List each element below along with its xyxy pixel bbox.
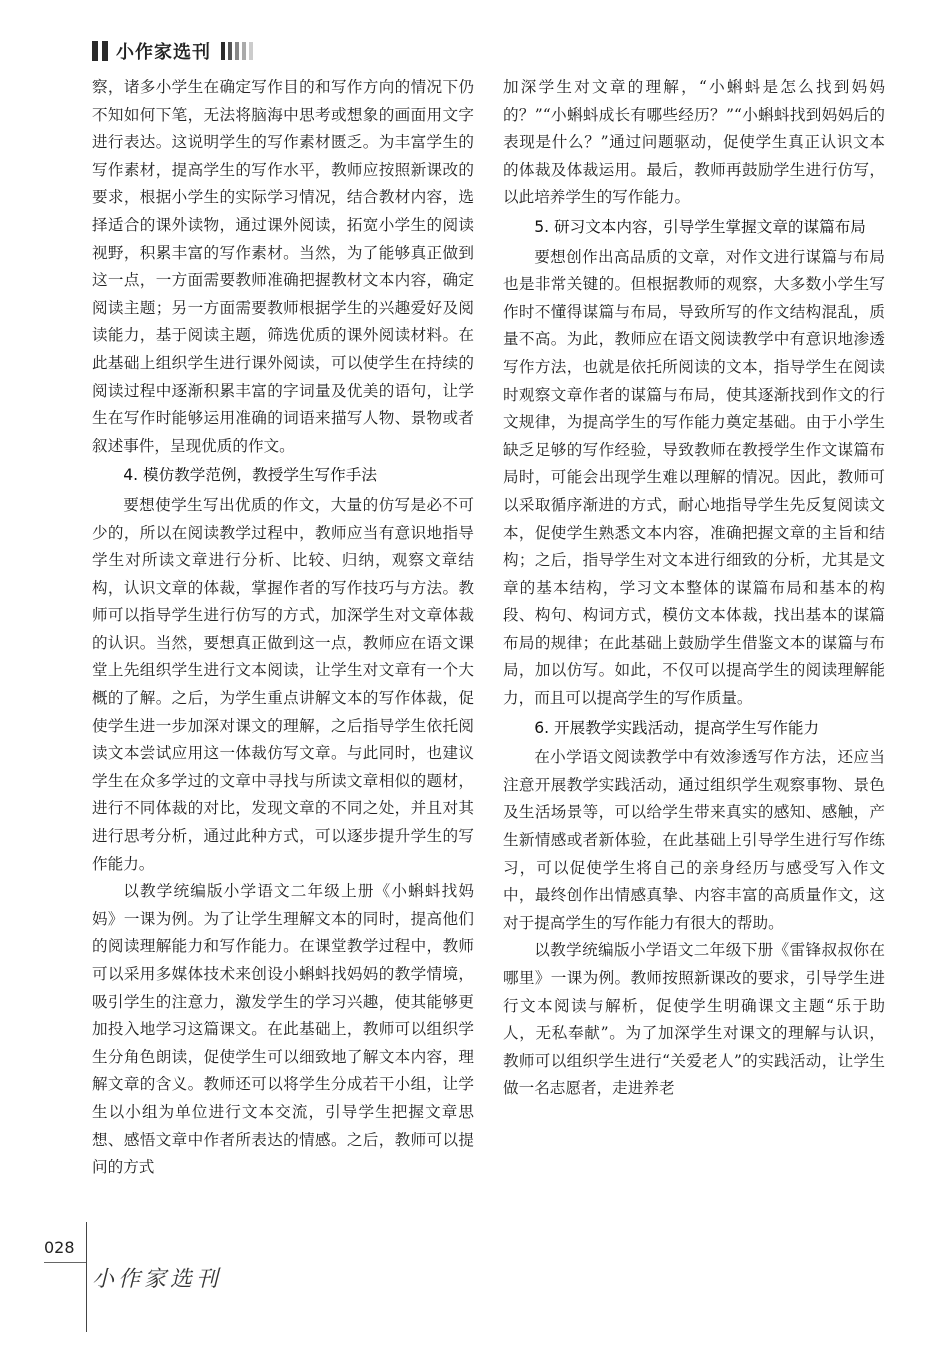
- header-bar: [249, 42, 253, 60]
- header-bar: [102, 41, 108, 61]
- left-column: [92, 74, 474, 1182]
- header-bar: [228, 42, 232, 60]
- paragraph: 在小学语文阅读教学中有效渗透写作方法，还应当注意开展教学实践活动，通过组织学生观察事物、景色及生活场景等，可以给学生带来真实的感知、感触，产生新情感或者新体验，在此基础上引导学生进行写作练习，可以促使学生将自己的亲身经历与感受写入作文中，最终创作出情感真挚、内容丰富的高质量作文，这对于提高学生的写作能力有很大的帮助。: [503, 748, 885, 932]
- paragraph: 察，诸多小学生在确定写作目的和写作方向的情况下仍不知如何下笔，无法将脑海中思考或想象的画面用文字进行表达。这说明学生的写作素材匮乏。为丰富学生的写作素材，提高学生的写作水平，教师应按照新课改的要求，根据小学生的实际学习情况，结合教材内容，选择适合的课外读物，通过课外阅读，拓宽小学生的阅读视野，积累丰富的写作素材。当然，为了能够真正做到这一点，一方面需要教师准确把握教材文本内容，确定阅读主题；另一方面需要教师根据学生的兴趣爱好及阅读能力，基于阅读主题，筛选优质的课外阅读材料。在此基础上组织学生进行课外阅读，可以使学生在持续的阅读过程中逐渐积累丰富的字词量及优美的语句，让学生在写作时能够运用准确的词语来描写人物、景物或者叙述事件，呈现优质的作文。: [92, 78, 474, 455]
- header-bar: [221, 42, 225, 60]
- paragraph: 加深学生对文章的理解，“小蝌蚪是怎么找到妈妈的？”“小蝌蚪成长有哪些经历？”“小蝌蚪找到妈妈后的表现是什么？”通过问题驱动，促使学生真正认识文本的体裁及体裁运用。最后，教师再鼓励学生进行仿写，以此培养学生的写作能力。: [503, 78, 885, 207]
- paragraph: 以教学统编版小学语文二年级下册《雷锋叔叔你在哪里》一课为例。教师按照新课改的要求，引导学生进行文本阅读与解析，促使学生明确课文主题“乐于助人，无私奉献”。为了加深学生对课文的理解与认识，教师可以组织学生进行“关爱老人”的实践活动，让学生做一名志愿者，走进养老: [503, 941, 885, 1098]
- header-bar: [242, 42, 246, 60]
- page-number: 028: [44, 1238, 75, 1257]
- section-heading-4: 4. 模仿教学范例，教授学生写作手法: [123, 466, 377, 485]
- paragraph: 要想创作出高品质的文章，对作文进行谋篇与布局也是非常关键的。但根据教师的观察，大多数小学生写作时不懂得谋篇与布局，导致所写的作文结构混乱，质量不高。为此，教师应在语文阅读教学中有意识地渗透写作方法，也就是依托所阅读的文本，指导学生在阅读时观察文章作者的谋篇与布局，使其逐渐找到作文的行文规律，为提高学生的写作能力奠定基础。由于小学生缺乏足够的写作经验，导致教师在教授学生作文谋篇布局时，可能会出现学生难以理解的情况。因此，教师可以采取循序渐进的方式，耐心地指导学生先反复阅读文本，促使学生熟悉文本内容，准确把握文章的主旨和结构；之后，指导学生对文本进行细致的分析，尤其是文章的基本结构，学习文本整体的谋篇布局和基本的构段、构句、构词方式，模仿文本体裁，找出基本的谋篇布局的规律；在此基础上鼓励学生借鉴文本的谋篇与布局，加以仿写。如此，不仅可以提高学生的阅读理解能力，而且可以提高学生的写作质量。: [503, 247, 885, 708]
- header-bar: [92, 41, 98, 61]
- header-bar: [235, 42, 239, 60]
- right-column: [503, 74, 885, 1103]
- page-header: [92, 38, 253, 64]
- paragraph: 以教学统编版小学语文二年级上册《小蝌蚪找妈妈》一课为例。为了让学生理解文本的同时，提高他们的阅读理解能力和写作能力。在课堂教学过程中，教师可以采用多媒体技术来创设小蝌蚪找妈妈的教学情境，吸引学生的注意力，激发学生的学习兴趣，使其能够更加投入地学习这篇课文。在此基础上，教师可以组织学生分角色朗读，促使学生可以细致地了解文本内容，理解文章的含义。教师还可以将学生分成若干小组，让学生以小组为单位进行文本交流，引导学生把握文章思想、感悟文章中作者所表达的情感。之后，教师可以提问的方式: [92, 882, 474, 1177]
- footer-logo: 小作家选刊: [92, 1267, 223, 1292]
- page-number-rule: [44, 1262, 86, 1263]
- section-heading-6: 6. 开展教学实践活动，提高学生写作能力: [534, 718, 820, 737]
- section-heading-5: 5. 研习文本内容，引导学生掌握文章的谋篇布局: [534, 217, 866, 236]
- journal-title: 小作家选刊: [116, 42, 211, 63]
- footer-divider: [86, 1222, 87, 1332]
- paragraph: 要想使学生写出优质的作文，大量的仿写是必不可少的，所以在阅读教学过程中，教师应当有意识地指导学生对所读文章进行分析、比较、归纳，观察文章结构，认识文章的体裁，掌握作者的写作技巧与方法。教师可以指导学生进行仿写的方式，加深学生对文章体裁的认识。当然，要想真正做到这一点，教师应在语文课堂上先组织学生进行文本阅读，让学生对文章有一个大概的了解。之后，为学生重点讲解文本的写作体裁，促使学生进一步加深对课文的理解，之后指导学生依托阅读文本尝试应用这一体裁仿写文章。与此同时，也建议学生在众多学过的文章中寻找与所读文章相似的题材，进行不同体裁的对比，发现文章的不同之处，并且对其进行思考分析，通过此种方式，可以逐步提升学生的写作能力。: [92, 495, 474, 873]
- header-bars-left: [92, 41, 108, 61]
- header-bars-right: [221, 42, 253, 60]
